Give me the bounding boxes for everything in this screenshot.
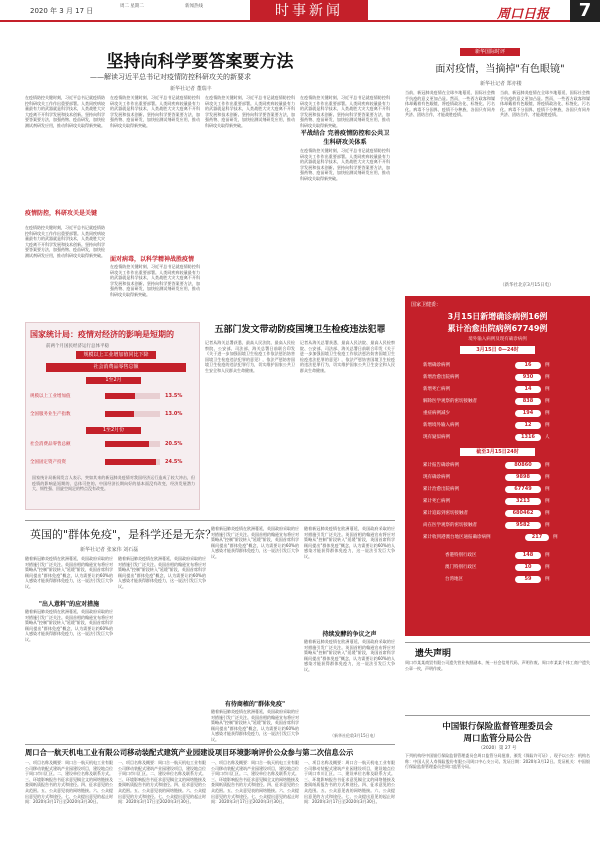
stats-cum-label-6: 尚在医学观察的密切接触者 [423, 523, 477, 528]
stats-row-label-7: 现有疑似病例 [423, 435, 450, 440]
stats-row-2 [405, 374, 590, 382]
stats-cum-row-7 [405, 534, 590, 542]
stats-cum-unit-2: 例 [545, 475, 550, 480]
stats-cum-row-2 [405, 474, 590, 482]
issue-date: 2020 年 3 月 17 日 [30, 7, 94, 15]
stats-region-value-2: 10 [515, 564, 541, 571]
stats-region-unit-2: 例 [545, 565, 550, 570]
stats-cum-unit-5: 例 [545, 511, 550, 516]
economy-item-4: 全国固定资产投资 [30, 460, 66, 465]
economy-value-2: 13.0% [165, 411, 183, 417]
stats-cum-row-3 [405, 486, 590, 494]
economy-item-3: 社会消费品零售总额 [30, 442, 71, 447]
stats-cum-label-2: 现有确诊病例 [423, 475, 450, 480]
stats-row-unit-5: 例 [545, 411, 550, 416]
stats-row-unit-2: 例 [545, 375, 550, 380]
stats-region-row-2 [405, 564, 590, 572]
bottom-divider [25, 744, 395, 745]
uk-subhead-2: 有待商榷的"群体免疫" [224, 701, 286, 708]
newspaper-logo: 周口日报 [497, 7, 550, 22]
economy-sub-2: 规模以上工业增加值同比下降 [76, 351, 156, 359]
bottom-body-col1: 一、项目名称及概要：周口合一航天机电工业有限公司移动装配式建筑产业园建设项目，建设地点位于周口市川汇区。二、建设单位名称及联系方式。三、环境影响报告书征求意见稿全文的网络链接及查阅纸质报告书的方式和途径。四、征求意见的公众范围。五、公众意见表的网络链接。六、公众提出意见的方式和途径。七、公众提出意见的起止时间：2020年3月17日至2020年3月30日。 [25, 760, 113, 805]
bank-body: 下列机构经中国银行保险监督管理委员会周口监管分局批准，颁发《保险许可证》，现予以公告：机构名称：中国人民人寿保险股份有限公司周口中心支公司。发证日期：2020年3月12日。发证机关：中国银行保险监督管理委员会周口监管分局。 [405, 753, 590, 770]
main-body-col4b: 在疫情防控关键时刻，习近平总书记就疫情防控科研攻关工作作出重要部署。人类同疾病较量最有力的武器就是科学技术，人类战胜大灾大疫离不开科学发展和技术创新。坚持向科学要答案要方法，加强药物、疫苗研发，加快检测试剂研发应用，推动科研攻关取得新突破。 [300, 148, 390, 181]
stats-cum-value-6: 9582 [505, 522, 541, 529]
stats-row-label-2: 新增治愈出院病例 [423, 375, 459, 380]
stats-region-label-1: 香港特别行政区 [445, 553, 477, 558]
economy-bar-track-3 [105, 441, 160, 447]
stats-cum-value-1: 80860 [505, 462, 541, 469]
stats-region-label-2: 澳门特别行政区 [445, 565, 477, 570]
economy-bar-4 [105, 459, 156, 465]
stats-row-unit-7: 人 [545, 435, 550, 440]
uk-body-col1b: 随着新冠肺炎疫情在欧洲蔓延，英国政府采取的应对措施引发广泛关注。英国首相约翰逊宣布将应对策略从"控制"阶段转入"延缓"阶段，英国首席科学顾问提出"群体免疫"概念，认为需要让约60%的人感染才能获得群体免疫力，这一说法引发巨大争议。 [25, 609, 113, 642]
stats-region-unit-1: 例 [545, 553, 550, 558]
economy-row-1 [30, 389, 197, 405]
uk-body-col3b: 随着新冠肺炎疫情在欧洲蔓延，英国政府采取的应对措施引发广泛关注。英国首相约翰逊宣布将应对策略从"控制"阶段转入"延缓"阶段，英国首席科学顾问提出"群体免疫"概念，认为需要让约60%的人感染才能获得群体免疫力，这一说法引发巨大争议。 [211, 709, 299, 742]
main-subhead-3: 平战结合 完善疫情防控和公共卫生科研攻关体系 [300, 130, 390, 146]
stats-row-value-6: 12 [515, 422, 541, 429]
stats-row-value-7: 1316 [515, 434, 541, 441]
stats-region-unit-3: 例 [545, 577, 550, 582]
economy-box [25, 322, 200, 510]
main-body-col4a: 在疫情防控关键时刻，习近平总书记就疫情防控科研攻关工作作出重要部署。人类同疾病较量最有力的武器就是科学技术，人类战胜大灾大疫离不开科学发展和技术创新。坚持向科学要答案要方法，加强药物、疫苗研发，加快检测试剂研发应用，推动科研攻关取得新突破。 [300, 95, 390, 128]
stats-row-3 [405, 386, 590, 394]
stats-row-1 [405, 362, 590, 370]
stats-title-2: 累计治愈出院病例67749例 [447, 324, 548, 333]
stats-row-unit-1: 例 [545, 363, 550, 368]
side-byline: 新华社记者 郑亦楼 [480, 81, 522, 87]
main-body-col1b: 在疫情防控关键时刻，习近平总书记就疫情防控科研攻关工作作出重要部署。人类同疾病较量最有力的武器就是科学技术，人类战胜大灾大疫离不开科学发展和技术创新。坚持向科学要答案要方法，加强药物、疫苗研发，加快检测试剂研发应用，推动科研攻关取得新突破。 [25, 225, 105, 258]
stats-cum-label-1: 累计报告确诊病例 [423, 463, 459, 468]
uk-body-col1a: 随着新冠肺炎疫情在欧洲蔓延，英国政府采取的应对措施引发广泛关注。英国首相约翰逊宣布将应对策略从"控制"阶段转入"延缓"阶段，英国首席科学顾问提出"群体免疫"概念，认为需要让约60%的人感染才能获得群体免疫力，这一说法引发巨大争议。 [25, 556, 113, 589]
stats-region-value-3: 59 [515, 576, 541, 583]
side-body-col2: 当前，新冠肺炎疫情在全球多地蔓延，国际社会携手抗疫的意义更加凸显。然而，一些西方政客和媒体却戴着有色眼镜，将疫情政治化、标签化、污名化。病毒不分国界，疫情不分种族，各国只有同舟共济、团结合作，才能战胜疫情。 [500, 90, 590, 118]
customs-body-col2: 记者从海关总署获悉，最高人民法院、最高人民检察院、公安部、司法部、海关总署日前联合印发《关于进一步加强国境卫生检疫工作依法惩治妨害国境卫生检疫违法犯罪的意见》，依法严惩妨害国境卫生检疫的违法犯罪行为，切实维护国家公共卫生安全和人民群众生命健康。 [300, 340, 395, 373]
stats-cum-value-4: 3213 [505, 498, 541, 505]
side-headline: 面对疫情，当摘掉"有色眼镜" [435, 64, 565, 75]
bottom-body-col3: 一、项目名称及概要：周口合一航天机电工业有限公司移动装配式建筑产业园建设项目，建设地点位于周口市川汇区。二、建设单位名称及联系方式。三、环境影响报告书征求意见稿全文的网络链接及查阅纸质报告书的方式和途径。四、征求意见的公众范围。五、公众意见表的网络链接。六、公众提出意见的方式和途径。七、公众提出意见的起止时间：2020年3月17日至2020年3月30日。 [211, 760, 299, 805]
stats-cum-row-4 [405, 498, 590, 506]
stats-date-1: 3月15日 0—24时 [460, 346, 535, 354]
bank-number: （2020）第 27 号 [478, 746, 517, 751]
stats-row-value-5: 194 [515, 410, 541, 417]
stats-cum-value-5: 680462 [505, 510, 541, 517]
bank-headline-1: 中国银行保险监督管理委员会 [442, 722, 553, 732]
stats-date-2: 截至3月15日24时 [460, 448, 535, 456]
economy-row-4 [30, 455, 197, 471]
stats-cum-unit-3: 例 [545, 487, 550, 492]
stats-cum-unit-7: 例 [553, 535, 558, 540]
economy-bar-track-1 [105, 393, 160, 399]
economy-value-1: 13.5% [165, 393, 183, 399]
main-headline: 坚持向科学要答案要方法 [106, 52, 294, 72]
header-weekday: 周二 星期二 [120, 4, 144, 9]
economy-item-2: 全国服务业生产指数 [30, 412, 71, 417]
economy-period-2: 1至2月份 [86, 427, 141, 434]
stats-row-value-3: 14 [515, 386, 541, 393]
stats-cum-value-2: 9898 [505, 474, 541, 481]
main-body-col2b: 在疫情防控关键时刻，习近平总书记就疫情防控科研攻关工作作出重要部署。人类同疾病较量最有力的武器就是科学技术，人类战胜大灾大疫离不开科学发展和技术创新。坚持向科学要答案要方法，加强药物、疫苗研发，加快检测试剂研发应用，推动科研攻关取得新突破。 [110, 264, 200, 297]
economy-headline: 国家统计局：疫情对经济的影响是短期的 [30, 329, 174, 339]
stats-cum-unit-6: 例 [545, 523, 550, 528]
stats-cum-label-3: 累计治愈出院病例 [423, 487, 459, 492]
stats-cum-label-7: 累计收到港澳台地区通报确诊病例 [423, 535, 491, 540]
economy-value-3: 20.5% [165, 441, 183, 447]
notice-title: 遗失声明 [415, 649, 452, 659]
uk-body-col4b: 随着新冠肺炎疫情在欧洲蔓延，英国政府采取的应对措施引发广泛关注。英国首相约翰逊宣布将应对策略从"控制"阶段转入"延缓"阶段，英国首席科学顾问提出"群体免疫"概念，认为需要让约60%的人感染才能获得群体免疫力，这一说法引发巨大争议。 [304, 639, 395, 672]
stats-cum-value-7: 217 [525, 534, 549, 541]
economy-bar-3 [105, 441, 149, 447]
economy-sub-3: 社会消费品零售总额 [46, 363, 186, 372]
main-subhead-1: 疫情防控，科研攻关是关键 [25, 210, 98, 217]
main-body-col2: 在疫情防控关键时刻，习近平总书记就疫情防控科研攻关工作作出重要部署。人类同疾病较量最有力的武器就是科学技术，人类战胜大灾大疫离不开科学发展和技术创新。坚持向科学要答案要方法，加强药物、疫苗研发，加快检测试剂研发应用，推动科研攻关取得新突破。 [110, 95, 200, 128]
economy-row-2 [30, 407, 197, 423]
economy-period-1: 1至2月 [86, 377, 141, 384]
stats-subtitle: 境外输入病例及现有确诊病例 [468, 337, 527, 342]
stats-region-label-3: 台湾地区 [445, 577, 463, 582]
stats-row-unit-3: 例 [545, 387, 550, 392]
stats-row-label-4: 解除医学观察的密切接触者 [423, 399, 477, 404]
stats-cum-row-5 [405, 510, 590, 518]
stats-cum-label-4: 累计死亡病例 [423, 499, 450, 504]
uk-byline: 新华社记者 张家伟 刘石磊 [80, 547, 139, 553]
main-subhead-2: 面对病毒，以科学精神战胜疫情 [110, 256, 195, 263]
economy-item-1: 规模以上工业增加值 [30, 394, 71, 399]
page-number: 7 [570, 0, 600, 22]
stats-cum-unit-1: 例 [545, 463, 550, 468]
stats-row-6 [405, 422, 590, 430]
main-subheadline: ——解读习近平总书记对疫情防控科研攻关的新要求 [90, 73, 251, 81]
uk-subhead-1: "出人意料"的应对措施 [38, 601, 100, 608]
side-body-col1: 当前，新冠肺炎疫情在全球多地蔓延，国际社会携手抗疫的意义更加凸显。然而，一些西方政客和媒体却戴着有色眼镜，将疫情政治化、标签化、污名化。病毒不分国界，疫情不分种族，各国只有同舟共济、团结合作，才能战胜疫情。 [405, 90, 495, 118]
stats-cum-label-5: 累计追踪到密切接触者 [423, 511, 468, 516]
bottom-body-col2: 一、项目名称及概要：周口合一航天机电工业有限公司移动装配式建筑产业园建设项目，建设地点位于周口市川汇区。二、建设单位名称及联系方式。三、环境影响报告书征求意见稿全文的网络链接及查阅纸质报告书的方式和途径。四、征求意见的公众范围。五、公众意见表的网络链接。六、公众提出意见的方式和途径。七、公众提出意见的起止时间：2020年3月17日至2020年3月30日。 [118, 760, 206, 805]
stats-row-5 [405, 410, 590, 418]
stats-tag: 国家卫健委： [411, 302, 442, 308]
stats-row-unit-4: 例 [545, 399, 550, 404]
section-title: 时事新闻 [250, 0, 368, 22]
main-byline: 新华社记者 董瑞丰 [170, 86, 212, 92]
side-source: （新华社北京3月15日电） [500, 283, 554, 288]
stats-row-value-4: 838 [515, 398, 541, 405]
economy-value-4: 24.5% [165, 459, 183, 465]
economy-bar-1 [105, 393, 135, 399]
main-body-col3: 在疫情防控关键时刻，习近平总书记就疫情防控科研攻关工作作出重要部署。人类同疾病较量最有力的武器就是科学技术，人类战胜大灾大疫离不开科学发展和技术创新。坚持向科学要答案要方法，加强药物、疫苗研发，加快检测试剂研发应用，推动科研攻关取得新突破。 [205, 95, 295, 128]
stats-row-value-2: 930 [515, 374, 541, 381]
stats-box [405, 296, 590, 636]
uk-body-col2: 随着新冠肺炎疫情在欧洲蔓延，英国政府采取的应对措施引发广泛关注。英国首相约翰逊宣布将应对策略从"控制"阶段转入"延缓"阶段，英国首席科学顾问提出"群体免疫"概念，认为需要让约60%的人感染才能获得群体免疫力，这一说法引发巨大争议。 [118, 556, 206, 589]
customs-body-col1: 记者从海关总署获悉，最高人民法院、最高人民检察院、公安部、司法部、海关总署日前联合印发《关于进一步加强国境卫生检疫工作依法惩治妨害国境卫生检疫违法犯罪的意见》，依法严惩妨害国境卫生检疫的违法犯罪行为，切实维护国家公共卫生安全和人民群众生命健康。 [205, 340, 295, 373]
customs-headline: 五部门发文带动防疫国境卫生检疫违法犯罪 [214, 325, 386, 335]
stats-cum-unit-4: 例 [545, 499, 550, 504]
uk-body-col4a: 随着新冠肺炎疫情在欧洲蔓延，英国政府采取的应对措施引发广泛关注。英国首相约翰逊宣布将应对策略从"控制"阶段转入"延缓"阶段，英国首席科学顾问提出"群体免疫"概念，认为需要让约60%的人感染才能获得群体免疫力，这一说法引发巨大争议。 [304, 526, 395, 559]
bottom-body-col4: 一、项目名称及概要：周口合一航天机电工业有限公司移动装配式建筑产业园建设项目，建设地点位于周口市川汇区。二、建设单位名称及联系方式。三、环境影响报告书征求意见稿全文的网络链接及查阅纸质报告书的方式和途径。四、征求意见的公众范围。五、公众意见表的网络链接。六、公众提出意见的方式和途径。七、公众提出意见的起止时间：2020年3月17日至2020年3月30日。 [304, 760, 395, 805]
stats-title-1: 3月15日新增确诊病例16例 [447, 312, 548, 321]
bank-divider [405, 715, 590, 716]
page-header [0, 0, 600, 22]
stats-row-label-5: 重症病例减少 [423, 411, 450, 416]
stats-row-label-1: 新增确诊病例 [423, 363, 450, 368]
economy-bar-track-2 [105, 411, 160, 417]
stats-row-label-6: 新增境外输入病例 [423, 423, 459, 428]
stats-row-4 [405, 398, 590, 406]
header-hotline: 新闻热线 [185, 4, 203, 9]
economy-body: 国家统计局新闻发言人表示，突如其来的新冠肺炎疫情对我国经济运行造成了较大冲击，但疫情的影响是短期的、总体可控的。中国经济长期向好的基本面没有改变，经济发展潜力大、韧性强、回旋空间足的特点没有改变。 [32, 475, 195, 492]
uk-divider [25, 520, 395, 521]
bottom-headline: 周口合一航天机电工业有限公司移动装配式建筑产业园建设项目环境影响评价公众参与第二次信息公示 [25, 748, 354, 757]
stats-region-row-3 [405, 576, 590, 584]
stats-region-value-1: 148 [515, 552, 541, 559]
main-body-col1: 在疫情防控关键时刻，习近平总书记就疫情防控科研攻关工作作出重要部署。人类同疾病较量最有力的武器就是科学技术，人类战胜大灾大疫离不开科学发展和技术创新。坚持向科学要答案要方法，加强药物、疫苗研发，加快检测试剂研发应用，推动科研攻关取得新突破。 [25, 95, 105, 128]
stats-row-value-1: 16 [515, 362, 541, 369]
economy-bar-2 [105, 411, 134, 417]
notice-body: 周口市某某商贸有限公司遗失营业执照副本，统一社会信用代码，声明作废。周口市某某个体工商户遗失公章一枚，声明作废。 [405, 660, 590, 671]
side-tag: 新华国际时评 [460, 48, 520, 56]
uk-headline: 英国的"群体免疫"，是科学还是无奈？ [30, 528, 217, 541]
uk-subhead-3: 持续发酵的争议之声 [322, 631, 377, 638]
uk-body-col3: 随着新冠肺炎疫情在欧洲蔓延，英国政府采取的应对措施引发广泛关注。英国首相约翰逊宣布将应对策略从"控制"阶段转入"延缓"阶段，英国首席科学顾问提出"群体免疫"概念，认为需要让约60%的人感染才能获得群体免疫力，这一说法引发巨大争议。 [211, 526, 299, 559]
economy-row-3 [30, 437, 197, 453]
uk-source: （新华社伦敦3月15日电） [330, 733, 378, 738]
economy-sub-1: 前两个月国民经济运行总体平稳 [46, 344, 109, 349]
stats-cum-value-3: 67749 [505, 486, 541, 493]
economy-bar-track-4 [105, 459, 160, 465]
stats-row-unit-6: 例 [545, 423, 550, 428]
notice-divider [405, 642, 590, 643]
stats-region-row-1 [405, 552, 590, 560]
stats-cum-row-1 [405, 462, 590, 470]
stats-cum-row-6 [405, 522, 590, 530]
bank-headline-2: 周口监管分局公告 [463, 734, 532, 744]
stats-row-7 [405, 434, 590, 442]
stats-row-label-3: 新增死亡病例 [423, 387, 450, 392]
